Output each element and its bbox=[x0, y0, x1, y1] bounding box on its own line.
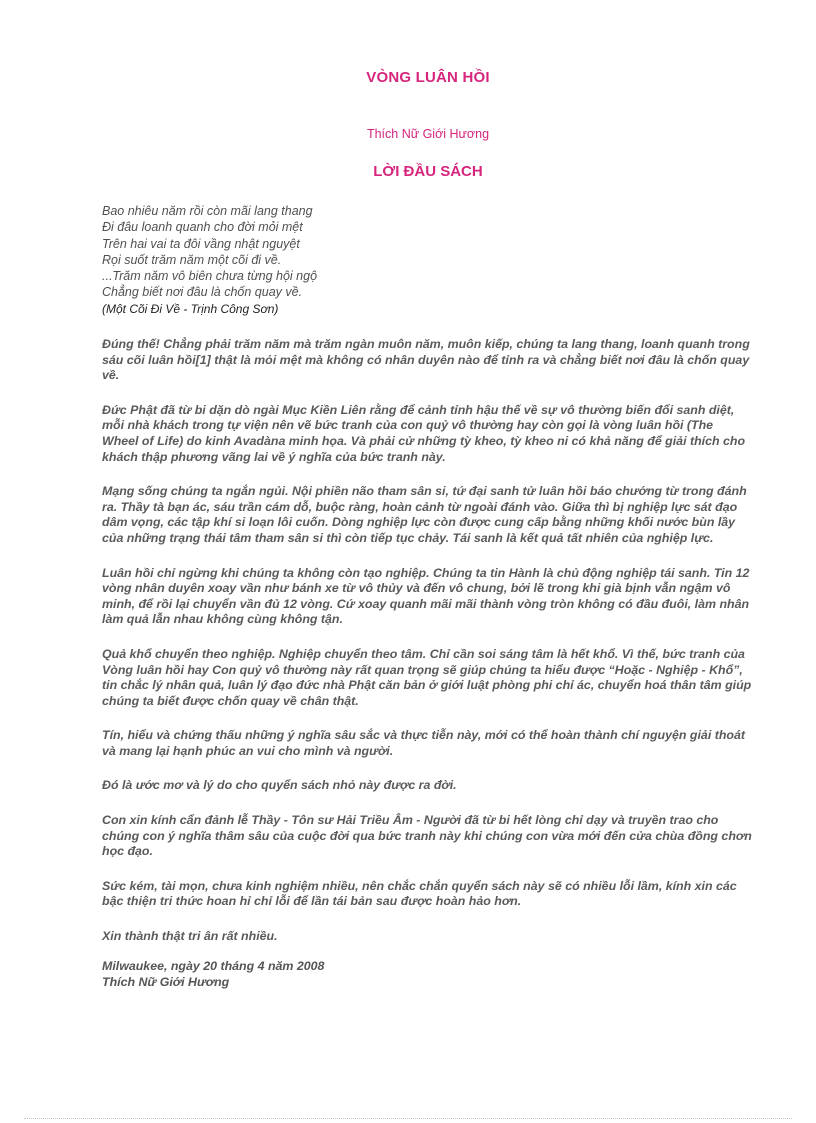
opening-poem bbox=[102, 203, 622, 317]
paragraph: Mạng sống chúng ta ngắn ngủi. Nội phiền não tham sân si, tứ đại sanh tử luân hồi báo chướng từ trong đánh ra. Thầy tà bạn ác, sáu trần cám dỗ, buộc ràng, hoàn cảnh từ ngoài đánh vào. Giữa thì bị nghiệp lực sát đạo dâm vọng, các tập khí si loạn lôi cuốn. Dòng nghiệp lực còn được cung cấp bằng những khối nước bùn lầy của những trạng thái tâm tham sân si thì còn tiếp tục chảy. Tái sanh là kết quả tất nhiên của nghiệp lực. bbox=[102, 484, 747, 545]
document-title: VÒNG LUÂN HỒI bbox=[366, 69, 490, 86]
paragraph: Quả khổ chuyển theo nghiệp. Nghiệp chuyển theo tâm. Chỉ cần soi sáng tâm là hết khổ. Vì thế, bức tranh của Vòng luân hồi hay Con quỷ vô thường này rất quan trọng sẽ giúp chúng ta hiểu được “Hoặc - Nghiệp - Khổ”, tin chắc lý nhân quả, luân lý đạo đức nhà Phật căn bản ở giới luật phòng phi chỉ ác, chuyển hoá thân tâm giúp chúng ta biết được chốn quay về chân thật. bbox=[102, 646, 752, 708]
paragraph: Tín, hiểu và chứng thấu những ý nghĩa sâu sắc và thực tiễn này, mới có thể hoàn thành chí nguyện giải thoát và mang lại hạnh phúc an vui cho mình và người. bbox=[102, 728, 745, 758]
paragraph: Luân hồi chỉ ngừng khi chúng ta không còn tạo nghiệp. Chúng ta tin Hành là chủ động nghiệp tái sanh. Tin 12 vòng nhân duyên xoay vần như bánh xe từ vô thủy và đến vô chung, bởi lẽ trong khi già bịnh vẫn ngậm vô minh, để rồi lại chuyển vần đủ 12 vòng. Cứ xoay quanh mãi mãi thành vòng tròn không có đầu đuôi, làm nhân làm quả lẫn nhau không cùng không tận. bbox=[102, 565, 750, 627]
paragraph: Xin thành thật tri ân rất nhiều. bbox=[102, 929, 278, 944]
poem-line: Đi đâu loanh quanh cho đời mỏi mệt bbox=[102, 220, 303, 235]
poem-line: ...Trăm năm vô biên chưa từng hội ngộ bbox=[102, 269, 318, 284]
paragraph: Đúng thế! Chẳng phải trăm năm mà trăm ngàn muôn năm, muôn kiếp, chúng ta lang thang, loanh quanh trong sáu cõi luân hồi[1] thật là mỏi mệt mà không có nhân duyên nào để tỉnh ra và chẳng biết nơi đâu là chốn quay về. bbox=[102, 337, 750, 383]
signature-block bbox=[102, 958, 752, 990]
paragraph: Đức Phật đã từ bi dặn dò ngài Mục Kiền Liên rằng để cảnh tỉnh hậu thế về sự vô thường biến đổi sanh diệt, mỗi nhà khách trong tự viện nên vẽ bức tranh của con quỷ vô thường hay còn gọi là vòng luân hồi (The Wheel of Life) do kinh Avadàna minh họa. Và phải cử những tỳ kheo, tỳ kheo ni có khả năng để giải thích cho khách thập phương vãng lai về ý nghĩa của bức tranh này. bbox=[102, 402, 746, 464]
poem-line: Chẳng biết nơi đâu là chốn quay về. bbox=[102, 285, 303, 300]
paragraph: Sức kém, tài mọn, chưa kinh nghiệm nhiều, nên chắc chắn quyển sách này sẽ có nhiều lỗi lầm, kính xin các bậc thiện tri thức hoan hỉ chỉ lỗi để lần tái bản sau được hoàn hảo hơn. bbox=[102, 878, 737, 909]
paragraph: Đó là ước mơ và lý do cho quyển sách nhỏ này được ra đời. bbox=[102, 778, 457, 793]
poem-line: Rọi suốt trăm năm một cõi đi về. bbox=[102, 252, 282, 267]
poem-source: (Một Cõi Đi Về - Trịnh Công Sơn) bbox=[102, 301, 279, 316]
section-title: LỜI ĐẦU SÁCH bbox=[373, 163, 483, 180]
signature-place-date: Milwaukee, ngày 20 tháng 4 năm 2008 bbox=[102, 958, 325, 973]
author-name: Thích Nữ Giới Hương bbox=[366, 127, 490, 141]
poem-line: Bao nhiêu năm rồi còn mãi lang thang bbox=[102, 204, 313, 218]
page-bottom-divider bbox=[24, 1118, 792, 1119]
signature-name: Thích Nữ Giới Hương bbox=[102, 974, 230, 989]
paragraph: Con xin kính cẩn đảnh lễ Thầy - Tôn sư Hải Triều Âm - Người đã từ bi hết lòng chỉ dạy và truyền trao cho chúng con ý nghĩa thâm sâu của cuộc đời qua bức tranh này khi chúng con vừa mới đến cửa chùa đồng chơn học đạo. bbox=[102, 813, 752, 859]
poem-line: Trên hai vai ta đôi vầng nhật nguyệt bbox=[102, 236, 300, 251]
document-body bbox=[102, 337, 752, 990]
